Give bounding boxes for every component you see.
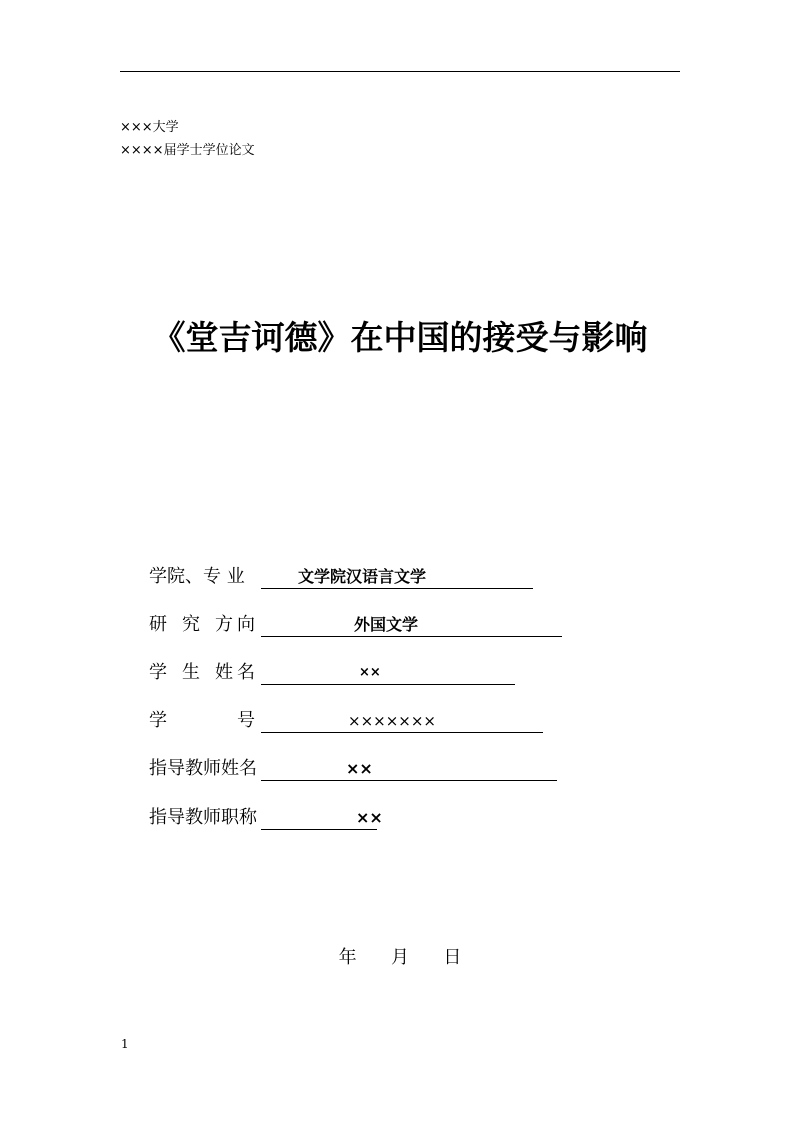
school-name: ×××大学 <box>120 120 179 135</box>
college-major-value: 文学院汉语言文学 <box>298 567 427 586</box>
college-major-label: 学院、专 业 <box>149 566 245 587</box>
info-row-advisor-title <box>149 804 383 830</box>
page-number: 1 <box>121 1037 129 1051</box>
info-row-college-major <box>149 563 533 589</box>
student-name-value-field <box>261 662 515 685</box>
student-id-value-field <box>261 710 543 733</box>
research-direction-label: 研 究 方 向 <box>149 614 255 635</box>
info-row-student-name <box>149 659 515 685</box>
college-major-value-field <box>261 566 533 589</box>
advisor-name-label: 指导教师姓名 <box>149 758 257 779</box>
info-row-advisor-name <box>149 755 557 781</box>
student-name-label: 学 生 姓 名 <box>149 662 255 683</box>
student-id-value: ××××××× <box>348 712 436 730</box>
info-row-research-direction <box>149 611 562 637</box>
student-name-value: ×× <box>359 665 381 680</box>
thesis-type: ××××届学士学位论文 <box>120 143 255 158</box>
date-day: 日 <box>443 947 462 968</box>
research-direction-value: 外国文学 <box>354 615 419 634</box>
research-direction-value-field <box>261 614 562 637</box>
student-id-label: 学 号 <box>149 710 255 731</box>
advisor-name-value: ×× <box>346 759 373 778</box>
advisor-title-value: ×× <box>356 808 383 827</box>
header-rule <box>120 71 680 72</box>
date-month: 月 <box>391 947 409 968</box>
info-row-student-id <box>149 707 543 733</box>
thesis-title: 《堂吉诃德》在中国的接受与影响 <box>152 318 648 357</box>
date-line <box>0 946 800 970</box>
advisor-name-value-field <box>261 758 557 781</box>
date-year: 年 <box>338 947 357 968</box>
advisor-title-value-field <box>261 807 383 830</box>
advisor-title-label: 指导教师职称 <box>149 807 257 828</box>
